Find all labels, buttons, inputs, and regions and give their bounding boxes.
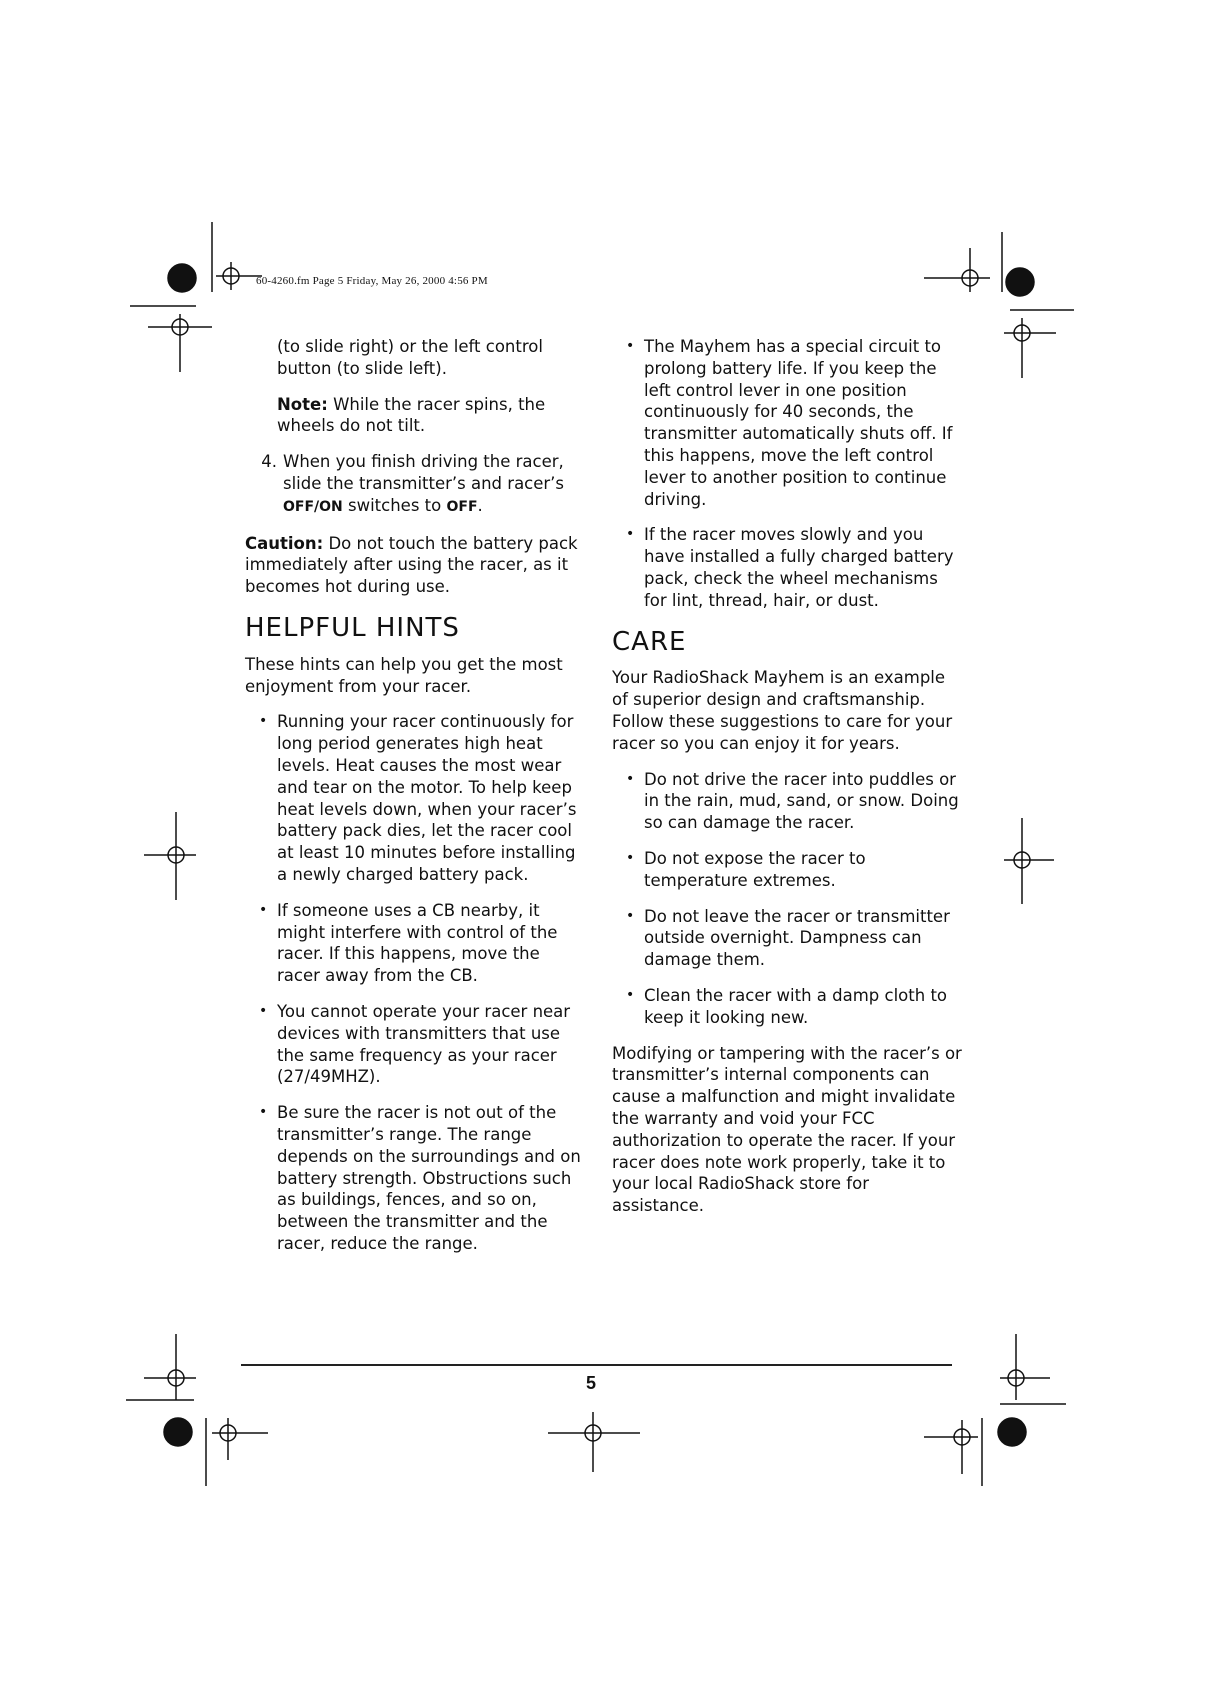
list-item-text: Be sure the racer is not out of the transmitter’s range. The range depends on the surroundings and on battery strength. Obstructions such as buildings, fences, and so on, between the transmitter and the racer, reduce the range. [277, 1103, 581, 1253]
footer-rule [241, 1364, 952, 1366]
care-heading: CARE [612, 626, 687, 657]
list-item [612, 985, 962, 1029]
bullet: • [626, 526, 635, 543]
note-paragraph [245, 394, 585, 438]
list-item-text: Do not expose the racer to temperature extremes. [644, 848, 866, 890]
off-label: OFF [446, 498, 478, 515]
right-column [612, 336, 962, 1231]
helpful-hints-heading: HELPFUL HINTS [245, 612, 460, 643]
registration-dot-icon [164, 1418, 192, 1446]
bullet: • [259, 713, 268, 730]
caution-text: Do not touch the battery pack immediately after using the racer, as it becomes hot during use. [245, 533, 578, 597]
caution-label: Caution: [245, 533, 324, 553]
left-column [245, 336, 585, 1269]
step-number: 4. [261, 452, 277, 472]
care-intro: Your RadioShack Mayhem is an example of superior design and craftsmanship. Follow these suggestions to care for your racer so you can enjoy it for years. [612, 668, 953, 753]
step-text-b: switches to [342, 495, 447, 515]
list-item [612, 336, 962, 510]
registration-dot-icon [998, 1418, 1026, 1446]
registration-dot-icon [168, 264, 196, 292]
bullet: • [626, 338, 635, 354]
bullet: • [259, 1104, 268, 1121]
list-item-text: You cannot operate your racer near devices with transmitters that use the same frequency as your racer (27/49MHZ). [277, 1001, 571, 1087]
list-item [612, 906, 962, 971]
continued-text: (to slide right) or the left control button (to slide left). [277, 337, 543, 378]
list-item [245, 711, 585, 885]
list-item [612, 769, 962, 834]
list-item [245, 1102, 585, 1255]
list-item [612, 524, 962, 611]
bullet: • [626, 986, 635, 1003]
list-item-text: Do not drive the racer into puddles or in the rain, mud, sand, or snow. Doing so can damage the racer. [644, 769, 959, 833]
bullet: • [626, 770, 635, 787]
list-item [245, 1001, 585, 1088]
bullet: • [259, 1002, 268, 1019]
offon-label: OFF/ON [283, 498, 343, 515]
care-list [612, 769, 962, 1029]
list-item-text: Do not leave the racer or transmitter outside overnight. Dampness can damage them. [644, 906, 950, 970]
list-item [245, 900, 585, 987]
caution-paragraph [245, 533, 585, 598]
list-item-text: Clean the racer with a damp cloth to keep it looking new. [644, 985, 948, 1027]
step-text [283, 451, 585, 518]
file-info-header: 60-4260.fm Page 5 Friday, May 26, 2000 4:56 PM [256, 275, 488, 287]
list-item-text: Running your racer continuously for long period generates high heat levels. Heat causes the most wear and tear on the motor. To help keep heat levels down, when your racer’s battery pack dies, let the racer cool at least 10 minutes before installing a newly charged battery pack. [277, 712, 577, 884]
step-text-a: When you finish driving the racer, slide the transmitter’s and racer’s [283, 452, 565, 493]
page-number: 5 [586, 1373, 597, 1393]
list-item-text: If the racer moves slowly and you have installed a fully charged battery pack, check the wheel mechanisms for lint, thread, hair, or dust. [644, 525, 954, 610]
hints-intro: These hints can help you get the most enjoyment from your racer. [245, 654, 563, 696]
bullet: • [259, 901, 268, 918]
note-label: Note: [277, 394, 328, 414]
list-item-text: The Mayhem has a special circuit to prolong battery life. If you keep the left control lever in one position continuously for 40 seconds, the transmitter automatically shuts off. If this happens, move the left control lever to another position to continue driving. [644, 337, 953, 509]
list-item [612, 848, 962, 892]
bullet: • [626, 907, 635, 924]
step-4 [245, 451, 585, 518]
list-item-text: If someone uses a CB nearby, it might interfere with control of the racer. If this happens, move the racer away from the CB. [277, 900, 558, 986]
hints-list [245, 711, 585, 1254]
note-text: While the racer spins, the wheels do not tilt. [277, 394, 546, 436]
closing-paragraph: Modifying or tampering with the racer’s or transmitter’s internal components can cause a malfunction and might invalidate the warranty and void your FCC authorization to operate the racer. If your racer does note work properly, take it to your local RadioShack store for assistance. [612, 1043, 962, 1216]
step-text-c: . [477, 495, 483, 515]
hints-continued-list [612, 336, 962, 612]
bullet: • [626, 849, 635, 866]
registration-dot-icon [1006, 268, 1034, 296]
